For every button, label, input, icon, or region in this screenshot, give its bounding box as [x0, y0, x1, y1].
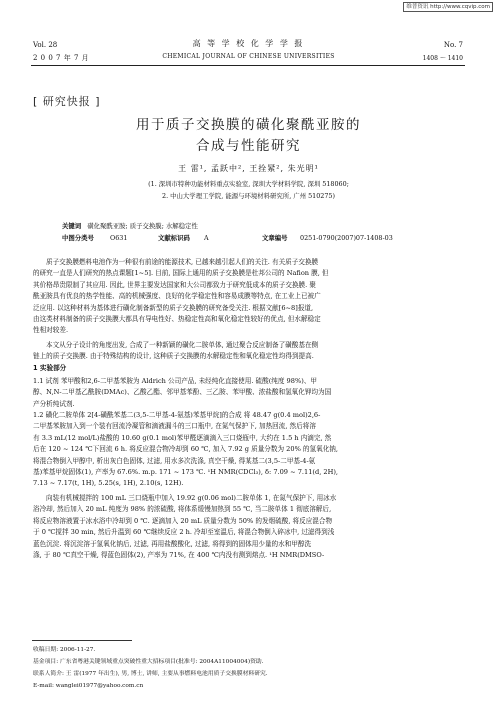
issue-number: No. 7: [443, 41, 463, 49]
text-line: 其价格昂贵限制了其应用. 因此, 世界主要发达国家和大公司都致力于研究低成本的质子交换膜. 聚: [33, 280, 316, 289]
text-line: 1.2 磺化二胺单体 2[4-磺酰苯基二(3,5-二甲基-4-氨基)苯基甲烷]的合成 将 48.47 g(0.4 mol)2,6-: [33, 411, 321, 419]
text-line: 的研究一直是人们研究的热点课题[1~5]. 目前, 国际上通用的质子交换膜是杜邦公司的 Nafion 膜, 但: [33, 269, 329, 278]
text-line: 由这类材料制备的质子交换膜大都具有导电性好、热稳定性高和氧化稳定性较好的优点, 但水解稳定: [33, 315, 321, 324]
footnote-funding: 基金项目: 广东省粤港关键领域重点突破性重大招标项目(批准号: 2004A11004004)资助.: [33, 659, 264, 665]
text-line: 于 0 ℃搅拌 30 min, 然后升温到 60 ℃继续反应 2 h. 冷却至室温后, 将混合物倒入碎冰中, 过滤得到浅: [33, 528, 335, 537]
header-rule: [31, 65, 465, 66]
text-line: 基)苯基甲烷固体(1), 产率为 67.6%. m.p. 171 ~ 173 ℃. ¹H NMR(CDCl₃), δ: 7.09 ~ 7.11(d, 2H),: [33, 468, 338, 477]
clc-label: 中图分类号: [62, 234, 94, 242]
section-1-2-synthesis: [33, 410, 465, 490]
text-line: 链上的质子交换膜. 由于特殊结构的设计, 这种质子交换膜的水解稳定性和氧化稳定性均得到提高.: [33, 352, 314, 361]
doc-code-label: 文献标识码: [158, 234, 190, 242]
watermark-stamp: 维普资讯 http://www.cqvip.com: [403, 2, 493, 12]
footnote-rule: [32, 640, 132, 641]
title-line-1: 用于质子交换膜的磺化聚酰亚胺的: [136, 117, 361, 133]
clc-value: O631: [110, 234, 128, 242]
section-1-1-reagents: [33, 376, 465, 410]
footnote-email: E-mail: wanglei01977@yahoo.com.cn: [33, 683, 144, 689]
column-tag: [ 研究快报 ]: [33, 95, 101, 108]
text-line: 本文从分子设计的角度出发, 合成了一种新颖的磺化二胺单体, 通过聚合反应制备了磺酸基在侧: [46, 341, 319, 349]
keywords-line: [62, 222, 198, 232]
page-range: 1408 ～ 1410: [422, 55, 463, 62]
affiliation-1: (1. 深圳市特种功能材料重点实验室, 深圳大学材料学院, 深圳 518060;: [148, 180, 349, 188]
introduction-paragraph: [33, 257, 465, 337]
footnote-author-bio: 联系人简介: 王 雷(1977 年出生), 男, 博士, 讲师, 主要从事燃料电池用质子交换膜材料研究.: [33, 671, 268, 677]
intro-second-paragraph: [33, 340, 465, 363]
authors: 王 雷¹, 孟跃中², 王拴紧², 朱光明¹: [178, 164, 319, 173]
text-line: 有 3.3 mL(12 mol/L)盐酸的 10.60 g(0.1 mol)苯甲醛逐滴滴入三口烧瓶中, 大约在 1.5 h 内滴完, 然: [33, 433, 332, 442]
title-line-2: 合成与性能研究: [196, 138, 301, 154]
affiliation-2: 2. 中山大学理工学院, 能源与环境材料研究所, 广州 510275): [162, 192, 335, 200]
text-line: 将混合物倒入甲醇中, 析出灰白色固体, 过滤, 用水多次洗涤, 真空干燥, 得某基二(3,5-二甲基-4-氨: [33, 456, 316, 465]
text-line: 质子交换膜燃料电池作为一种很有前途的能源技术, 已越来越引起人们的关注. 有关质子交换膜: [46, 258, 319, 266]
doc-code-value: A: [204, 234, 209, 242]
text-line: 7.13 ~ 7.17(t, 1H), 5.25(s, 1H), 2.10(s, 12H).: [33, 479, 184, 488]
text-line: 醇、N,N-二甲基乙酰胺(DMAc)、乙酸乙酯、邻甲基苯酚、三乙胺、苯甲酸、浓盐酸和氢氧化钾均为国: [33, 388, 332, 397]
article-no-value: 0251-0790(2007)07-1408-03: [300, 234, 393, 242]
text-line: 蓝色沉淀. 将沉淀溶于氢氧化钠后, 过滤, 再用盐酸酸化, 过滤, 将得到的固体用少量的水和甲醇洗: [33, 539, 312, 548]
volume: Vol. 28: [33, 41, 58, 49]
text-line: 泛应用. 以这种材料为基体进行磺化制备新型的质子交换膜的研究备受关注. 根据文献[6~8]报道,: [33, 303, 314, 312]
text-line: 浴冷却, 然后加入 20 mL 纯度为 98% 的浓硫酸, 将体系缓慢加热到 55 ℃, 当二胺单体 1 彻底溶解后,: [33, 505, 332, 514]
journal-title-en: CHEMICAL JOURNAL OF CHINESE UNIVERSITIES: [162, 53, 335, 60]
keywords-text: 磺化聚酰亚胺; 质子交换膜; 水解稳定性: [87, 222, 198, 230]
section-heading-experimental: 1 实验部分: [33, 364, 67, 372]
section-1-2-sulfonation-paragraph: [33, 493, 465, 561]
text-line: 后在 120 ~ 124 ℃下回流 6 h. 将反应混合物冷却到 60 ℃, 加入 7.92 g 质量分数为 20% 的氢氧化钠,: [33, 445, 339, 454]
text-line: 向装有机械搅拌的 100 mL 三口烧瓶中加入 19.92 g(0.06 mol)二胺单体 1, 在氮气保护下, 用冰水: [46, 494, 337, 502]
article-no-label: 文章编号: [262, 234, 288, 242]
text-line: 将反应物溶液置于冰水浴中冷却到 0 ℃. 逐滴加入 20 mL 质量分数为 50% 的发烟硫酸, 将反应混合物: [33, 516, 333, 525]
text-line: 产分析纯试剂.: [33, 399, 75, 408]
footnote-received: 收稿日期: 2006-11-27.: [33, 647, 96, 653]
journal-title-cn: 高 等 学 校 化 学 学 报: [192, 39, 305, 48]
text-line: 二甲基苯胺加入到一个装有回流冷凝管和滴液漏斗的三口瓶中, 在氮气保护下, 加热回流, 然后将溶: [33, 422, 316, 431]
text-line: 1.1 试剂 苯甲酸和2,6-二甲基苯胺为 Aldrich 公司产品, 未经纯化直接使用. 硫酸(纯度 98%)、甲: [33, 377, 317, 385]
text-line: 酰亚胺具有优良的热学性能、高的机械强度、良好的化学稳定性和容易成膜等特点, 在工业上已被广: [33, 292, 321, 301]
text-line: 涤, 于 80 ℃真空干燥, 得蓝色固体(2), 产率为 71%, 在 400 ℃内没有测到熔点. ¹H NMR(DMSO-: [33, 551, 325, 560]
text-line: 性相对较差.: [33, 326, 69, 335]
keywords-label: 关键词: [62, 222, 82, 230]
publication-date: 2 0 0 7 年 7 月: [33, 54, 90, 62]
